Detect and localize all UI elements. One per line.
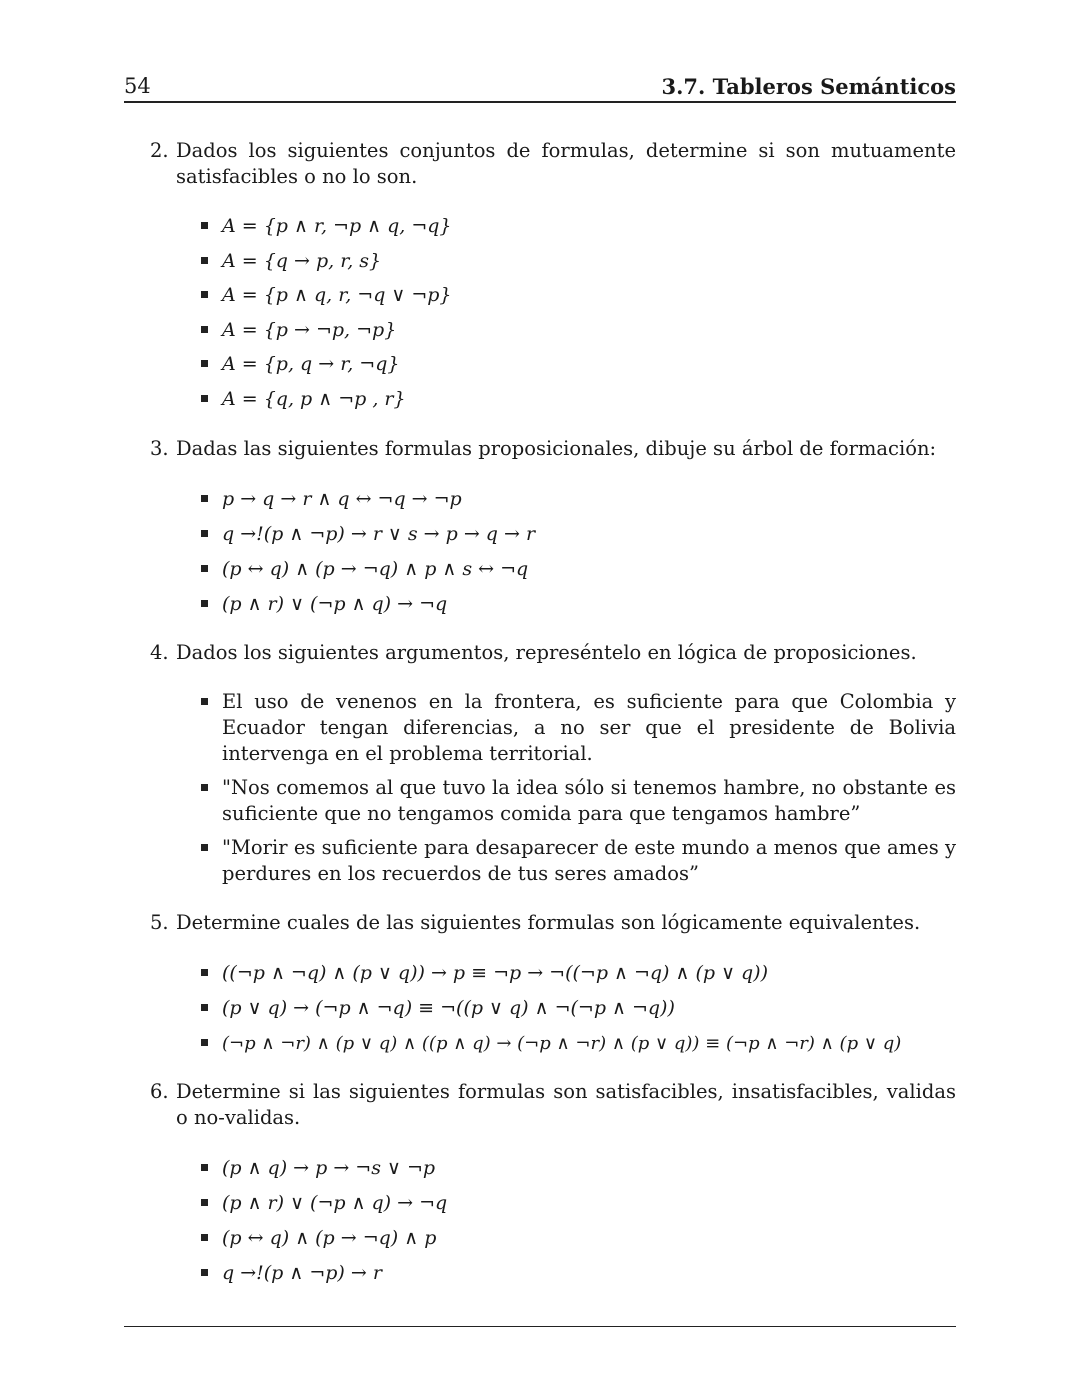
list-item	[200, 995, 956, 1030]
bullet-icon	[201, 844, 208, 851]
list-item	[200, 386, 956, 421]
bullet-icon	[201, 600, 208, 607]
list-item	[200, 521, 956, 556]
question-3	[150, 436, 956, 462]
header-rule	[124, 101, 956, 103]
question-number: 3.	[150, 437, 169, 460]
list-item	[200, 1260, 956, 1295]
formula: (¬p ∧ ¬r) ∧ (p ∨ q) ∧ ((p ∧ q) → (¬p ∧ ¬r) ∧ (p ∨ q)) ≡ (¬p ∧ ¬r) ∧ (p ∨ q)	[222, 1033, 902, 1054]
bullet-icon	[201, 1004, 208, 1011]
formula: ((¬p ∧ ¬q) ∧ (p ∨ q)) → p ≡ ¬p → ¬((¬p ∧ ¬q) ∧ (p ∨ q))	[222, 962, 769, 984]
running-title: 3.7. Tableros Semánticos	[661, 74, 956, 99]
question-4-list	[200, 689, 956, 887]
question-2	[150, 138, 956, 190]
bullet-icon	[201, 565, 208, 572]
formula: A = {p, q → r, ¬q}	[222, 353, 400, 375]
bullet-icon	[201, 698, 208, 705]
question-number: 2.	[150, 139, 169, 162]
formula: A = {p → ¬p, ¬p}	[222, 318, 397, 341]
question-5	[150, 910, 956, 936]
list-item	[200, 317, 956, 352]
question-text: Dados los siguientes argumentos, represéntelo en lógica de proposiciones.	[176, 641, 917, 664]
formula: (p ∧ q) → p → ¬s ∨ ¬p	[222, 1157, 436, 1179]
bullet-icon	[201, 495, 208, 502]
bullet-icon	[201, 1199, 208, 1206]
question-text: Dadas las siguientes formulas proposicionales, dibuje su árbol de formación:	[176, 437, 937, 460]
footer-rule	[124, 1326, 956, 1327]
question-text: Dados los siguientes conjuntos de formulas, determine si son mutuamente satisfacibles o no lo son.	[176, 139, 956, 188]
list-item	[200, 591, 956, 626]
list-item	[200, 835, 956, 887]
bullet-icon	[201, 360, 208, 367]
formula: A = {q, p ∧ ¬p , r}	[222, 387, 406, 410]
list-item	[200, 775, 956, 827]
formula: (p ↔ q) ∧ (p → ¬q) ∧ p ∧ s ↔ ¬q	[222, 558, 529, 580]
list-item	[200, 282, 956, 317]
bullet-icon	[201, 530, 208, 537]
argument-text: El uso de venenos en la frontera, es suficiente para que Colombia y Ecuador tengan diferencias, a no ser que el presidente de Bolivia intervenga en el problema territorial.	[222, 690, 956, 765]
list-item	[200, 1030, 956, 1065]
bullet-icon	[201, 1234, 208, 1241]
formula: A = {q → p, r, s}	[222, 249, 382, 272]
argument-text: "Nos comemos al que tuvo la idea sólo si tenemos hambre, no obstante es suficiente que no tengamos comida para que tengamos hambre”	[222, 776, 956, 825]
bullet-icon	[201, 326, 208, 333]
question-2-list	[200, 213, 956, 420]
formula: (p ∧ r) ∨ (¬p ∧ q) → ¬q	[222, 593, 448, 615]
question-4	[150, 640, 956, 666]
bullet-icon	[201, 1269, 208, 1276]
list-item	[200, 556, 956, 591]
bullet-icon	[201, 395, 208, 402]
question-3-list	[200, 486, 956, 626]
question-5-list	[200, 960, 956, 1065]
bullet-icon	[201, 1039, 208, 1046]
formula: (p ∨ q) → (¬p ∧ ¬q) ≡ ¬((p ∨ q) ∧ ¬(¬p ∧ ¬q))	[222, 997, 675, 1019]
bullet-icon	[201, 291, 208, 298]
list-item	[200, 689, 956, 767]
bullet-icon	[201, 1164, 208, 1171]
list-item	[200, 1190, 956, 1225]
question-number: 4.	[150, 641, 169, 664]
formula: A = {p ∧ q, r, ¬q ∨ ¬p}	[222, 284, 452, 306]
list-item	[200, 1155, 956, 1190]
bullet-icon	[201, 969, 208, 976]
formula: q →!(p ∧ ¬p) → r	[222, 1262, 382, 1284]
formula: (p ∧ r) ∨ (¬p ∧ q) → ¬q	[222, 1192, 448, 1214]
formula: p → q → r ∧ q ↔ ¬q → ¬p	[222, 488, 462, 510]
list-item	[200, 960, 956, 995]
list-item	[200, 486, 956, 521]
formula: A = {p ∧ r, ¬p ∧ q, ¬q}	[222, 215, 452, 237]
bullet-icon	[201, 784, 208, 791]
question-text: Determine si las siguientes formulas son satisfacibles, insatisfacibles, validas o no-validas.	[176, 1080, 956, 1129]
argument-text: "Morir es suficiente para desaparecer de este mundo a menos que ames y perdures en los recuerdos de tus seres amados”	[222, 836, 956, 885]
question-number: 5.	[150, 911, 169, 934]
formula: (p ↔ q) ∧ (p → ¬q) ∧ p	[222, 1227, 437, 1249]
formula: q →!(p ∧ ¬p) → r ∨ s → p → q → r	[222, 523, 536, 545]
question-number: 6.	[150, 1080, 169, 1103]
list-item	[200, 248, 956, 283]
list-item	[200, 351, 956, 386]
bullet-icon	[201, 257, 208, 264]
question-6-list	[200, 1155, 956, 1295]
list-item	[200, 1225, 956, 1260]
question-text: Determine cuales de las siguientes formulas son lógicamente equivalentes.	[176, 911, 921, 934]
list-item	[200, 213, 956, 248]
bullet-icon	[201, 222, 208, 229]
question-6	[150, 1079, 956, 1131]
page-number: 54	[124, 74, 151, 98]
